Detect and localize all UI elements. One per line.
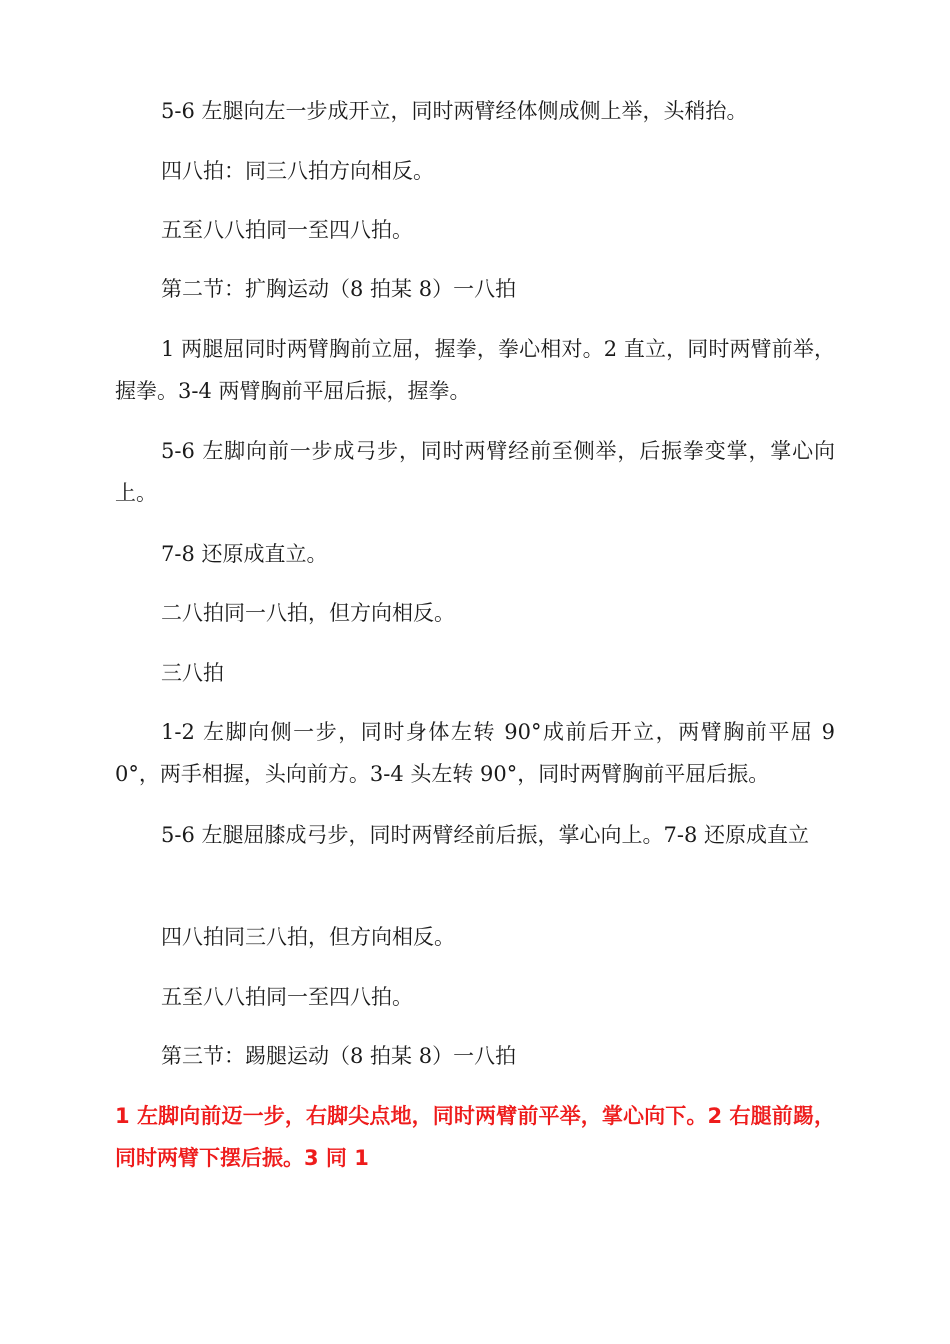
paragraph-11: 5-6 左腿屈膝成弓步，同时两臂经前后振，掌心向上。7-8 还原成直立 (161, 823, 809, 847)
paragraph-5: 1 两腿屈同时两臂胸前立屈，握拳，拳心相对。2 直立，同时两臂前举，握拳。3-4 两臂胸前平屈后振，握拳。 (115, 337, 835, 403)
highlighted-paragraph: 1 左脚向前迈一步，右脚尖点地，同时两臂前平举，掌心向下。2 右腿前踢，同时两臂下摆后振。3 同 1 (115, 1104, 835, 1170)
paragraph-7: 7-8 还原成直立。 (161, 542, 328, 566)
paragraph-10: 1-2 左脚向侧一步，同时身体左转 90°成前后开立，两臂胸前平屈 90°，两手相握，头向前方。3-4 头左转 90°，同时两臂胸前平屈后振。 (115, 720, 835, 786)
paragraph-13: 五至八八拍同一至四八拍。 (161, 985, 413, 1009)
section-heading-2: 第二节：扩胸运动（8 拍某 8）一八拍 (161, 277, 517, 301)
paragraph-9: 三八拍 (161, 661, 224, 685)
paragraph-12: 四八拍同三八拍，但方向相反。 (161, 925, 455, 949)
paragraph-6: 5-6 左脚向前一步成弓步，同时两臂经前至侧举，后振拳变掌，掌心向上。 (115, 439, 835, 505)
paragraph-3: 五至八八拍同一至四八拍。 (161, 218, 413, 242)
paragraph-1: 5-6 左腿向左一步成开立，同时两臂经体侧成侧上举，头稍抬。 (161, 99, 748, 123)
section-heading-3: 第三节：踢腿运动（8 拍某 8）一八拍 (161, 1044, 517, 1068)
paragraph-2: 四八拍：同三八拍方向相反。 (161, 159, 434, 183)
paragraph-8: 二八拍同一八拍，但方向相反。 (161, 601, 455, 625)
